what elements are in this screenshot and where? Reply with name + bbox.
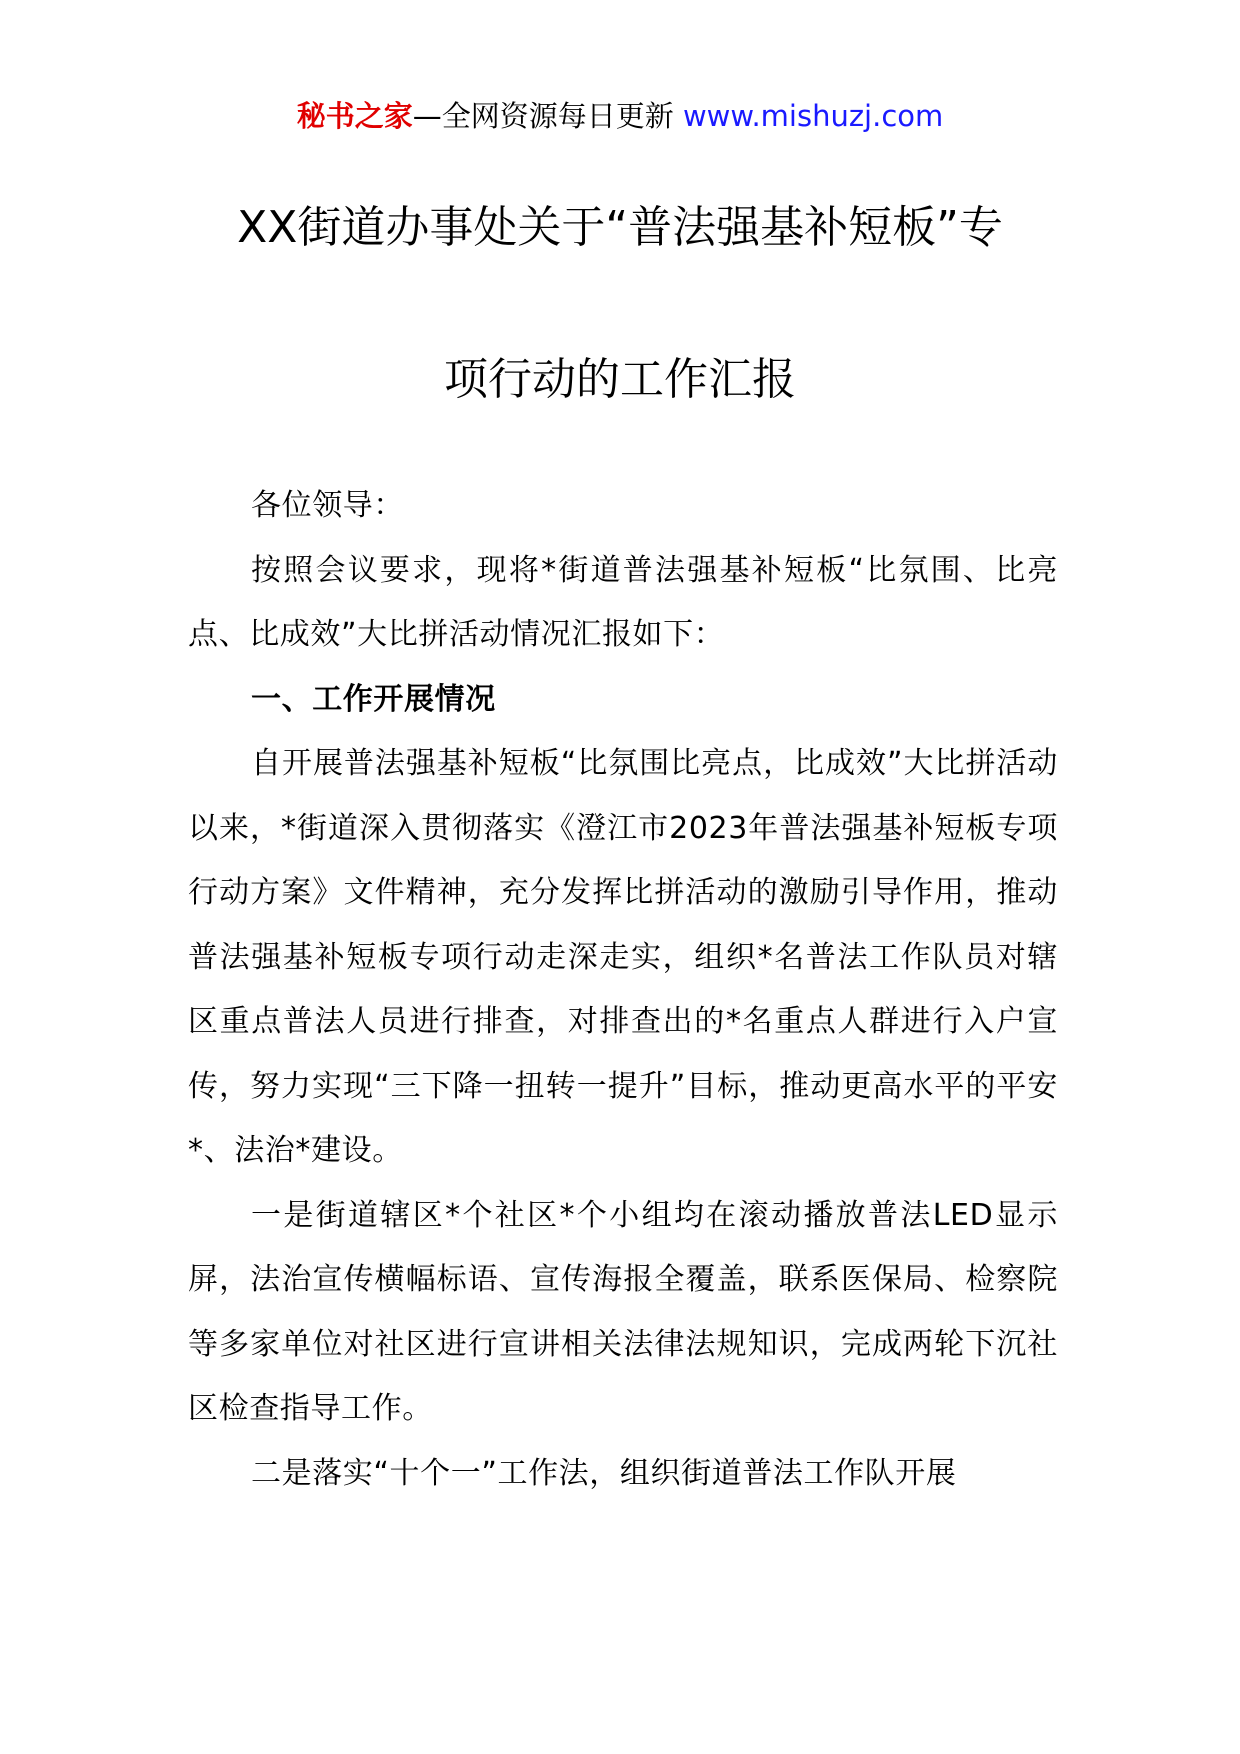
body-paragraph: 自开展普法强基补短板“比氛围比亮点，比成效”大比拼活动以来，*街道深入贯彻落实《澄江市2023年普法强基补短板专项行动方案》文件精神，充分发挥比拼活动的激励引导作用，推动普法强基补短板专项行动走深走实，组织*名普法工作队员对辖区重点普法人员进行排查，对排查出的*名重点人群进行入户宣传，努力实现“三下降一扭转一提升”目标，推动更高水平的平安*、法治*建设。: [188, 746, 1058, 1168]
document-title-line-2: 项行动的工作汇报: [444, 354, 796, 405]
intro-paragraph: 按照会议要求，现将*街道普法强基补短板“比氛围、比亮点、比成效”大比拼活动情况汇报如下：: [188, 552, 1058, 652]
site-url-link[interactable]: www.mishuzj.com: [682, 99, 944, 133]
body-paragraph: 一是街道辖区*个社区*个小组均在滚动播放普法LED显示屏，法治宣传横幅标语、宣传海报全覆盖，联系医保局、检察院等多家单位对社区进行宣讲相关法律法规知识，完成两轮下沉社区检查指导工作。: [188, 1197, 1058, 1426]
document-title-line-1: XX街道办事处关于“普法强基补短板”专: [237, 202, 1003, 253]
brand-name: 秘书之家: [296, 99, 413, 133]
site-banner: [0, 96, 1240, 136]
salutation: 各位领导：: [251, 488, 404, 523]
document-body: [188, 474, 1058, 1506]
section-heading: 一、工作开展情况: [251, 681, 496, 717]
banner-slogan: —全网资源每日更新: [412, 99, 683, 133]
body-paragraph: 二是落实“十个一”工作法，组织街道普法工作队开展: [251, 1455, 957, 1491]
